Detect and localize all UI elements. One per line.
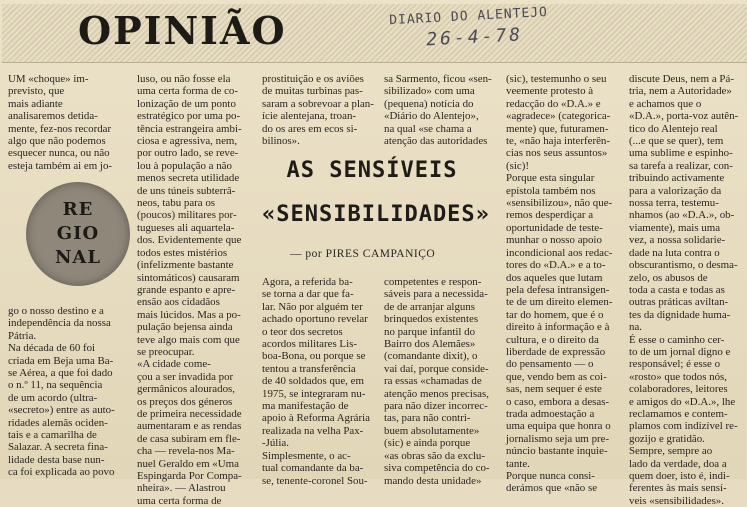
column-5: (sic), testemunho o seu veemente protesto à redacção do «D.A.» e «agradece» (categorica- mente) que, futuramen- te, «não haja interferên- cias nos seus assuntos» (sic)! Porque esta singular epístola também nos «sensibilizou», não que- remos desperdiçar a oportunidade de teste- munhar o nosso apoio incondicional aos redac- tores do «D.A.» e a to- dos aqueles que lutam pela defesa intransigen- te de um direito elemen- tar do homem, que é o direito à informação e à cultura, e o direito da liberdade de expressão do pensamento — o que, vendo bem as coi- sas, nem sequer é este o caso, embora a desas- trada admoestação a uma equipa que honra o jornalismo seja um pre- núncio bastante inquie- tante. Porque nunca consi- derámos que «não se: [506, 73, 613, 495]
stamp-source: DIARIO DO ALENTEJO: [388, 4, 549, 29]
regional-badge: [26, 182, 130, 286]
column-2: luso, ou não fosse ela uma certa forma de co- lonização de um ponto estratégico por uma po- tência estrangeira ambi- ciosa e agressiva, nem, por outro lado, se reve- lou à população a não menos secreta utilidade de uns túneis subterrâ- neos, tabu para os (poucos) militares por- tugueses ali aquartela- dos. Evidentemente que todos estes mistérios (infelizmente bastante sintomáticos) causaram grande espanto e apre- ensão aos cidadãos mais lúcidos. Mas a po- pulação bejensa ainda teve algo mais com que se preocupar. «A cidade come- çou a ser invadida por germânicos alourados, os preços dos géneros de primeira necessidade aumentaram e as rendas de casa subiram em fle- cha — revela-nos Ma- nuel Geraldo em «Uma Espingarda Por Compa- nheira». — Alastrou uma certa forma de: [137, 73, 242, 507]
column-4-top: sa Sarmento, ficou «sen- sibilizado» com uma (pequena) notícia do «Diário do Alentejo», na qual «se chama a atenção das autoridades: [384, 73, 492, 148]
column-3-top: prostituição e os aviões de muitas turbinas pas- saram a sobrevoar a plan- ície alentejana, troan- do os ares em ecos si- bilinos».: [262, 73, 374, 148]
headline-line-2: «SENSIBILIDADES»: [262, 202, 490, 227]
headline-line-1: AS SENSÍVEIS: [286, 158, 458, 183]
stamp-date: 26-4-78: [425, 24, 524, 51]
column-6: discute Deus, nem a Pá- tria, nem a Autoridade» e achamos que o «D.A.», porta-voz autên- tico do Alentejo real (...e que se quer), tem uma sublime e espinho- sa tarefa a realizar, con- tribuindo activamente para a valorização da nossa terra, testemu- nhamos (ao «D.A.», ob- viamente), mais uma vez, a nossa solidarie- dade na luta contra o obscurantismo, o desma- zelo, os abusos de toda a casta e todas as outras práticas aviltan- tes da dignidade huma- na. É esse o caminho cer- to de um jornal digno e responsável; é esse o «rosto» que todos nós, colaboradores, leitores e amigos do «D.A.», lhe reclamamos e contem- plamos com indizível re- gozijo e gratidão. Sempre, sempre ao lado da verdade, doa a quem doer, isto é, indi- ferentes às mais sensí- veis «sensibilidades».: [629, 73, 739, 507]
column-1-top: UM «choque» im- previsto, que mais adiante analisaremos detida- mente, fez-nos recordar algo que não podemos esquecer nunca, ou não esteja também ai em jo-: [8, 73, 113, 172]
column-1-bottom: go o nosso destino e a independência da nossa Pátria. Na década de 60 foi criada em Beja uma Ba- se Aérea, a que foi dado o n.º 11, na sequência de um acordo (ultra- «secreto») entre as auto- ridades alemãs ociden- tais e a camarilha de Salazar. A secreta fina- lidade desta base nun- ca foi explicada ao povo: [8, 305, 115, 479]
column-3-bottom: Agora, a referida ba- se torna a dar que fa- lar. Não por alguém ter achado oportuno revelar o teor dos secretos acordos militares Lis- boa-Bona, ou porque se tentou a transferência de 40 soldados que, em 1975, se integraram nu- ma manifestação de apoio à Reforma Agrária realizada na velha Pax- -Júlia. Simplesmente, o ac- tual comandante da ba- se, tenente-coronel Sou-: [262, 276, 370, 487]
section-title: OPINIÃO: [78, 8, 287, 53]
date-stamp: [389, 1, 591, 63]
column-4-bottom: competentes e respon- sáveis para a necessida- de de arranjar alguns brinquedos existentes no parque infantil do Bairro dos Alemães» (comandante dixit), o vai daí, porque conside- ra essas «chamadas de atenção menos precisas, para não dizer incorrec- tas, para não contri- buem absolutamente» (sic) e ainda porque «as obras são da exclu- siva competência do co- mando desta unidade»: [384, 276, 490, 487]
byline: — por PIRES CAMPANIÇO: [290, 248, 436, 260]
regional-badge-text: RE GIO NAL: [54, 199, 102, 268]
